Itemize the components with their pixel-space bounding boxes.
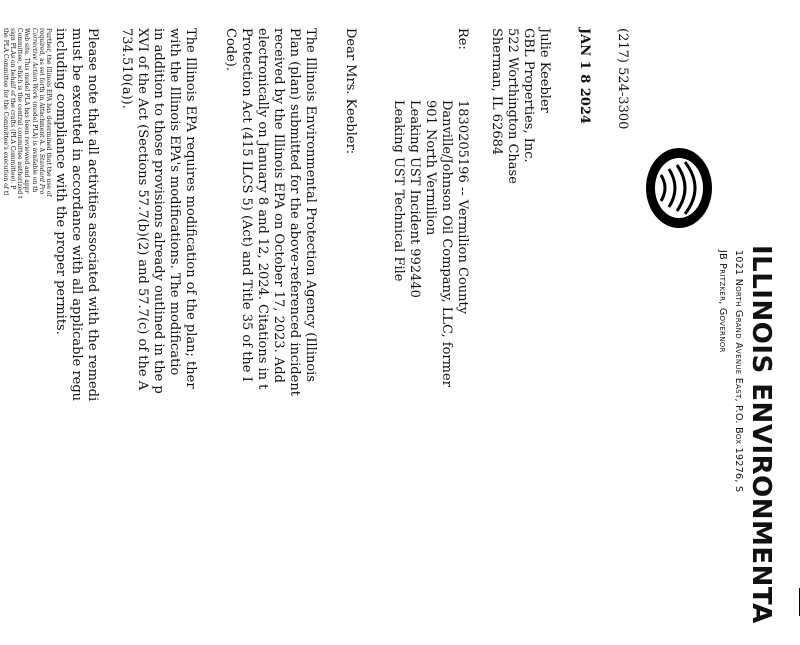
body-line: XVI of the Act (Sections 57.7(b)(2) and 57.7(c) of the A [135, 28, 150, 391]
body-line: sign PLAs on behalf of the crafts (PLA Committee). P [9, 28, 16, 190]
body-line: 734.510(a)). [119, 28, 134, 109]
body-line: electronically on January 8 and 12, 2024. Citations in t [255, 28, 270, 390]
illinois-epa-seal-icon [643, 145, 715, 231]
re-line: Leaking UST Incident 992440 [407, 100, 422, 298]
body-line: Code). [223, 28, 238, 71]
governor-line: JB Pritzker, Governor [717, 250, 728, 353]
body-line: must be executed in accordance with all applicable regu [69, 28, 84, 402]
letter-date: JAN 1 8 2024 [577, 28, 592, 124]
body-line: in addition to those provisions already outlined in the p [151, 28, 166, 394]
re-label: Re: [455, 28, 470, 50]
re-line: 1830205196 -- Vermilion County [455, 100, 470, 315]
body-line: the PLA Committee for the Committee's execution of tl [1, 28, 9, 196]
recipient-company: GBL Properties, Inc. [521, 28, 536, 163]
recipient-name: Julie Keebler [537, 28, 552, 113]
phone-number: (217) 524-3300 [615, 28, 630, 130]
agency-name: ILLINOIS ENVIRONMENTA [746, 245, 776, 624]
recipient-city: Sherman, IL 62684 [489, 28, 504, 156]
re-line: Danville/Johnson Oil Company, LLC, former [439, 100, 454, 387]
body-line: required, as set forth in Attachment A. A Standard Pro [37, 28, 45, 195]
body-line: Committee, which is the central committee authorized t [16, 28, 24, 199]
re-line: 901 North Vermilion [423, 100, 438, 236]
body-line: Corrective Action Work (model PLA) is available on th [30, 28, 38, 193]
body-line: Further, the Illinois EPA has determined that the use of [45, 28, 52, 197]
re-line: Leaking UST Technical File [391, 100, 406, 282]
body-line: with the Illinois EPA's modifications. The modificatio [167, 28, 182, 376]
body-line: The Illinois EPA requires modification of the plan; ther [183, 28, 198, 389]
body-line: including compliance with the proper permits. [53, 28, 68, 335]
body-line: Please note that all activities associated with the remedi [85, 28, 100, 402]
body-line: The Illinois Environmental Protection Agency (Illinois [303, 28, 318, 383]
body-line: received by the Illinois EPA on October 17, 2023. Add [271, 28, 286, 383]
body-line: Protection Act (415 ILCS 5) (Act) and Title 35 of the I [239, 28, 254, 382]
body-line: Web site. This model PLA has been reviewed and appr [23, 28, 31, 194]
salutation: Dear Mrs. Keebler: [343, 28, 358, 155]
agency-address: 1021 North Grand Avenue East, P.O. Box 19276, S [733, 250, 744, 493]
recipient-street: 522 Worthington Chase [505, 28, 520, 184]
body-line: Plan (plan) submitted for the above-referenced incident [287, 28, 302, 396]
